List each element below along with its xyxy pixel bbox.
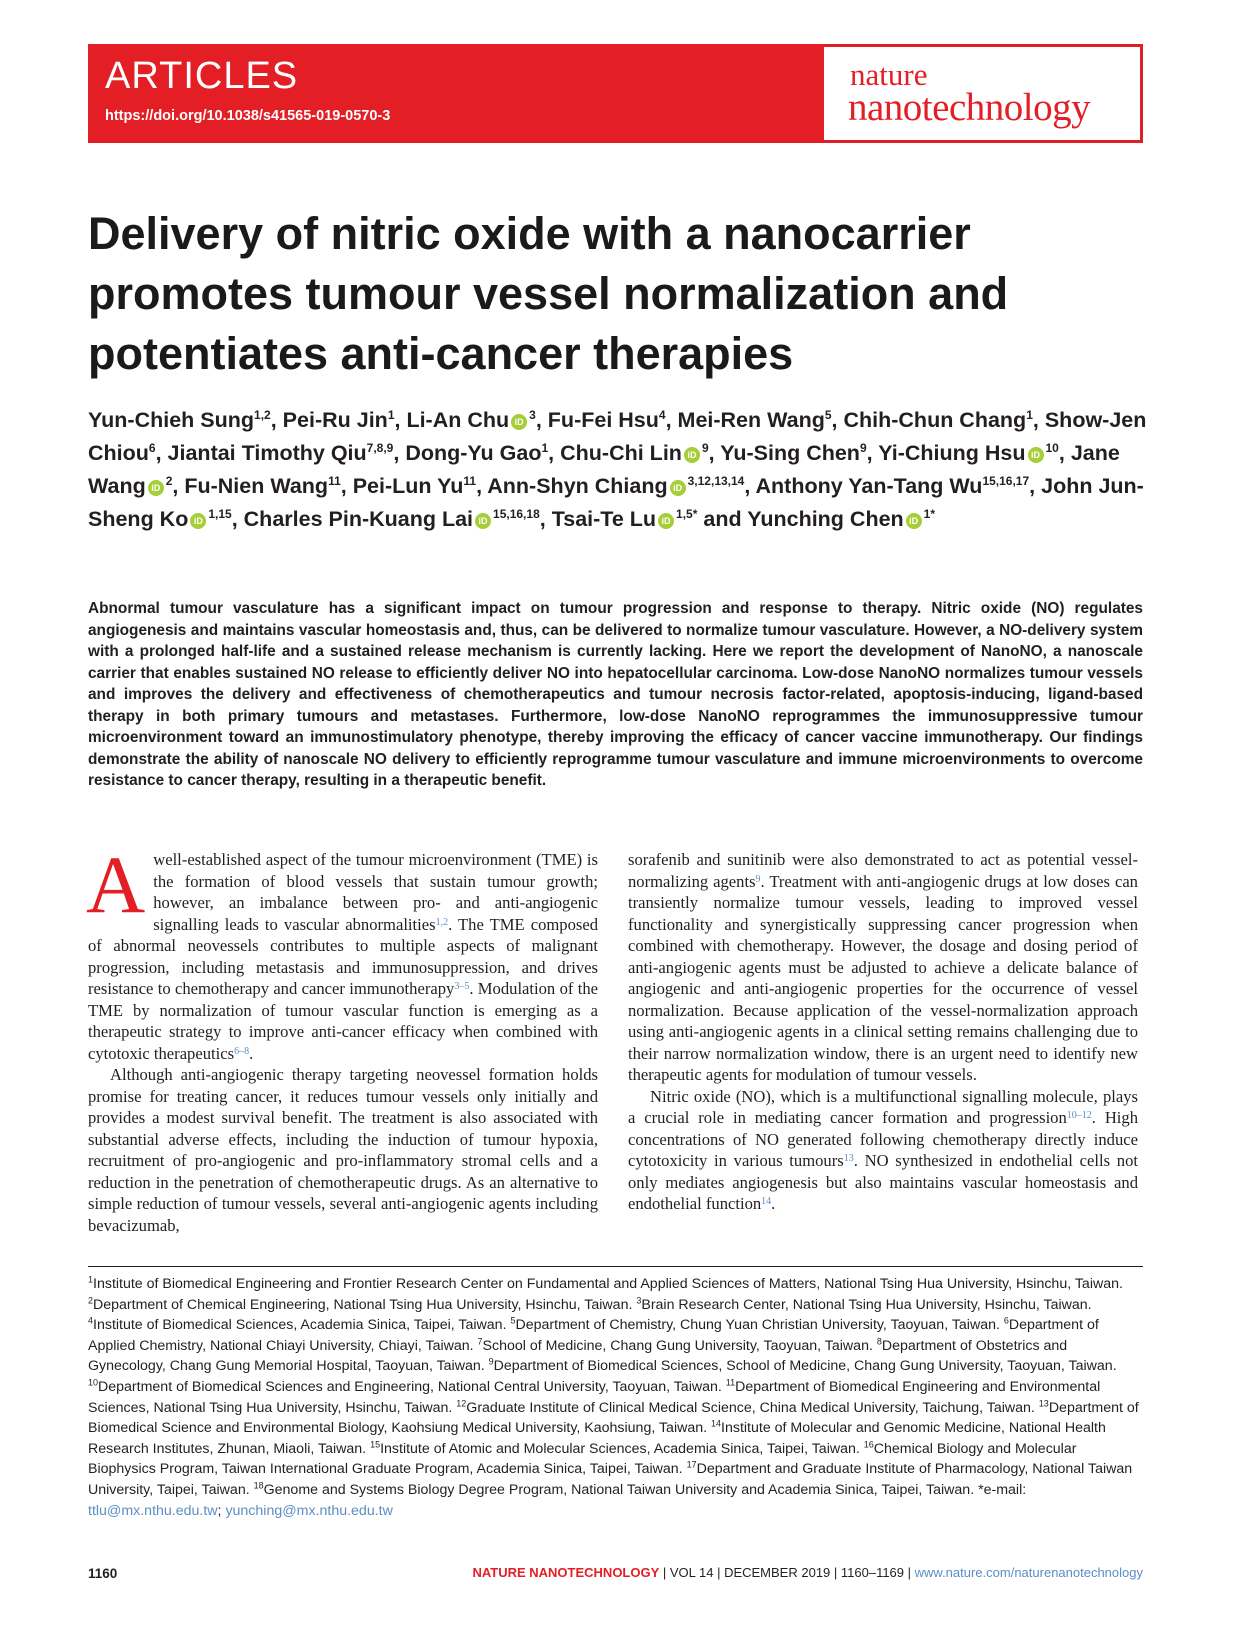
- affiliation-number: 1: [88, 1274, 94, 1285]
- affiliation-item: [88, 1276, 1123, 1292]
- body-column-left: [86, 839, 598, 1236]
- author-name: Yu-Sing Chen: [720, 441, 860, 465]
- author-affiliation-ref: 10: [1045, 440, 1059, 455]
- author[interactable]: [184, 474, 340, 498]
- affiliation-text: Institute of Biomedical Engineering and Frontier Research Center on Fundamental and Applied Sciences of Matters, National Tsing Hua University, Hsinchu, Taiwan.: [93, 1276, 1123, 1292]
- affiliation-text: Department of Chemical Engineering, National Tsing Hua University, Hsinchu, Taiwan.: [93, 1296, 637, 1313]
- email-link[interactable]: yunching@mx.nthu.edu.tw: [225, 1502, 393, 1519]
- author-affiliation-ref: 3: [529, 407, 536, 422]
- author-affiliation-ref: 1*: [923, 506, 936, 521]
- author[interactable]: [720, 441, 866, 465]
- email-separator: ;: [217, 1502, 226, 1519]
- author-name: Ann-Shyn Chiang: [487, 474, 668, 498]
- citation-ref[interactable]: 6–8: [234, 1045, 250, 1057]
- affiliation-number: 7: [477, 1336, 483, 1347]
- affiliation-text: Graduate Institute of Clinical Medical Science, China Medical University, Taichung, Taiwan.: [466, 1399, 1039, 1416]
- affiliation-item: [478, 1338, 877, 1354]
- author-name: Jane Wang: [88, 441, 1120, 498]
- author-conjunction: and: [703, 507, 748, 531]
- affiliation-item: [254, 1482, 978, 1498]
- author-name: Li-An Chu: [406, 408, 510, 432]
- affiliation-text: Department and Graduate Institute of Pharmacology, National Taiwan University, Taipei, Taiwan.: [88, 1461, 1133, 1498]
- author-affiliation-ref: 1: [1026, 407, 1033, 422]
- author-name: Yi-Chiung Hsu: [878, 441, 1026, 465]
- citation-ref[interactable]: 1,2: [435, 916, 449, 928]
- author[interactable]: [678, 408, 832, 432]
- drop-cap: A: [86, 839, 146, 930]
- affiliation-text: Chemical Biology and Molecular Biophysics Program, Taiwan International Graduate Program, Academia Sinica, Taipei, Taiwan.: [88, 1440, 1077, 1478]
- author-name: Chih-Chun Chang: [843, 408, 1027, 432]
- orcid-icon[interactable]: iD: [670, 480, 686, 496]
- author[interactable]: [548, 408, 666, 432]
- citation-ref[interactable]: 13: [843, 1153, 854, 1164]
- affiliation-number: 14: [711, 1418, 722, 1429]
- affiliation-number: 4: [88, 1315, 94, 1326]
- author[interactable]: [552, 507, 698, 531]
- journal-logo: [824, 47, 1140, 140]
- citation-ref[interactable]: 14: [761, 1196, 772, 1207]
- author-name: Mei-Ren Wang: [677, 408, 825, 432]
- affiliation-number: 3: [636, 1294, 642, 1305]
- author-name: Yunching Chen: [747, 507, 904, 531]
- affiliation-item: [510, 1317, 1003, 1333]
- author[interactable]: [560, 441, 709, 465]
- author[interactable]: [878, 441, 1059, 465]
- affiliation-number: 5: [510, 1315, 516, 1326]
- body-column-right: [628, 849, 1138, 1215]
- affiliation-text: Department of Biomedical Science and Environmental Biology, Kaohsiung Medical University, Kaohsiung, Taiwan.: [88, 1399, 1139, 1437]
- author-affiliation-ref: 5: [824, 407, 832, 422]
- author-affiliation-ref: 15,16,17: [982, 473, 1030, 488]
- affiliation-text: School of Medicine, Chang Gung University, Taoyuan, Taiwan.: [482, 1337, 877, 1354]
- body-paragraph: sorafenib and sunitinib were also demonstrated to act as potential vessel-normalizing agents$^9$. Treatment with anti-angiogenic drugs at low doses can transiently normalize tumour vessels, leading to improved vessel functionality and synergistically suppressing cancer progression when combined with chemotherapy. However, the dosage and dosing period of anti-angiogenic agents must be adjusted to achieve a delicate balance of angiogenic and anti-angiogenic properties for the occurrence of vessel normalization. Because application of the vessel-normalization approach using anti-angiogenic agents in a clinical setting remains challenging due to their narrow normalization window, there is an urgent need to identify new therapeutic agents for modulation of tumour vessels.: [628, 850, 1138, 1084]
- affiliation-number: 12: [456, 1397, 467, 1408]
- author-affiliation-ref: 3,12,13,14: [687, 473, 745, 488]
- author-name: Yun-Chieh Sung: [88, 408, 255, 432]
- orcid-icon[interactable]: iD: [475, 513, 491, 529]
- affiliation-number: 10: [88, 1377, 99, 1388]
- author-affiliation-ref: 1,5*: [676, 506, 698, 521]
- orcid-icon[interactable]: iD: [511, 414, 527, 430]
- affiliation-text: Department of Obstetrics and Gynecology, Chang Gung Memorial Hospital, Taoyuan, Taiwan.: [88, 1337, 1068, 1375]
- author-name: Fu-Fei Hsu: [547, 408, 659, 432]
- author-affiliation-ref: 11: [463, 473, 477, 488]
- citation-ref[interactable]: 9: [755, 873, 761, 885]
- body-paragraph: Although anti-angiogenic therapy targeting neovessel formation holds promise for treating cancer, it reduces tumour vessels only initially and provides a modest survival benefit. The treatment is also associated with substantial adverse effects, including the induction of tumour hypoxia, recruitment of pro-angiogenic and pro-inflammatory stromal cells and a reduction in the penetration of chemotherapeutic drugs. As an alternative to simple reduction of tumour vessels, several anti-angiogenic agents including bevacizumab,: [88, 1065, 598, 1235]
- author[interactable]: [353, 474, 476, 498]
- author-affiliation-ref: 1: [387, 407, 395, 422]
- article-header-banner: [88, 44, 1143, 143]
- footer-journal-name: NATURE NANOTECHNOLOGY: [472, 1565, 660, 1580]
- author-affiliation-ref: 9: [859, 440, 867, 455]
- affiliations: [88, 1274, 1143, 1521]
- affiliation-item: [88, 1294, 637, 1313]
- footer-journal-url[interactable]: www.nature.com/naturenanotechnology: [914, 1565, 1143, 1580]
- affiliation-text: Department of Biomedical Engineering and Environmental Sciences, National Tsing Hua University, Hsinchu, Taiwan.: [88, 1378, 1101, 1416]
- author[interactable]: [88, 408, 271, 432]
- journal-footer: [472, 1565, 1143, 1580]
- affiliation-text: Department of Biomedical Sciences, School of Medicine, Chang Gung University, Taoyuan, Taiwan.: [493, 1358, 1117, 1375]
- affiliation-item: [489, 1358, 1117, 1374]
- author[interactable]: [747, 507, 935, 531]
- affiliation-text: Department of Biomedical Sciences and Engineering, National Central University, Taoyuan, Taiwan.: [98, 1378, 726, 1395]
- orcid-icon[interactable]: iD: [684, 447, 700, 463]
- affiliation-text: Brain Research Center, National Tsing Hua University, Hsinchu, Taiwan.: [641, 1296, 1092, 1313]
- author-affiliation-ref: 11: [328, 473, 341, 488]
- affiliation-text: Genome and Systems Biology Degree Program, National Taiwan University and Academia Sinica, Taipei, Taiwan.: [263, 1481, 979, 1498]
- orcid-icon[interactable]: iD: [148, 480, 164, 496]
- affiliation-number: 16: [863, 1439, 874, 1450]
- body-paragraph: Awell-established aspect of the tumour microenvironment (TME) is the formation of blood vessels that sustain tumour growth; however, an imbalance between pro- and anti-angiogenic signalling leads to vascular abnormalities$^{1,2}$. The TME composed of abnormal neovessels contributes to multiple aspects of malignant progression, including metastasis and immunosuppression, and drives resistance to chemotherapy and cancer immunotherapy$^{3-5}$. Modulation of the TME by normalization of tumour vascular function is emerging as a therapeutic strategy to improve anti-cancer efficacy when combined with cytotoxic therapeutics$^{6-8}$.: [86, 839, 598, 1063]
- logo-line-nanotechnology: nanotechnology: [848, 86, 1091, 129]
- author-name: John Jun-Sheng Ko: [88, 474, 1144, 531]
- citation-ref[interactable]: 3–5: [454, 981, 470, 992]
- abstract: Abnormal tumour vasculature has a significant impact on tumour progression and response to therapy. Nitric oxide (NO) regulates angiogenesis and maintains vascular homeostasis and, thus, can be delivered to normalize tumour vasculature. However, a NO-delivery system with a prolonged half-life and a sustained release mechanism is currently lacking. Here we report the development of NanoNO, a nanoscale carrier that enables sustained NO release to efficiently deliver NO into hepatocellular carcinoma. Low-dose NanoNO normalizes tumour vessels and improves the delivery and effectiveness of chemotherapeutics and tumour necrosis factor-related, apoptosis-inducing, ligand-based therapy in both primary tumours and metastases. Furthermore, low-dose NanoNO reprogrammes the immunosuppressive tumour microenvironment toward an immunostimulatory phenotype, thereby improving the efficacy of cancer vaccine immunotherapy. Our findings demonstrate the ability of nanoscale NO delivery to efficiently reprogramme tumour vasculature and immune microenvironments to overcome resistance to cancer therapy, resulting in a therapeutic benefit.: [88, 600, 1143, 789]
- author[interactable]: [406, 408, 535, 432]
- author[interactable]: [283, 408, 395, 432]
- author-name: Fu-Nien Wang: [184, 474, 329, 498]
- logo-line-nature: nature: [850, 57, 928, 92]
- author-name: Show-Jen Chiou: [88, 408, 1147, 465]
- author[interactable]: [405, 441, 548, 465]
- author-affiliation-ref: 6: [148, 440, 156, 455]
- affiliation-item: [88, 1379, 726, 1395]
- author[interactable]: [244, 507, 540, 531]
- author-affiliation-ref: 4: [658, 407, 666, 422]
- orcid-icon[interactable]: iD: [1028, 447, 1044, 463]
- affiliation-text: Department of Chemistry, Chung Yuan Christian University, Taoyuan, Taiwan.: [515, 1317, 1004, 1334]
- orcid-icon[interactable]: iD: [190, 513, 206, 529]
- author-affiliation-ref: 15,16,18: [493, 506, 540, 521]
- affiliation-text: Institute of Biomedical Sciences, Academia Sinica, Taipei, Taiwan.: [93, 1317, 511, 1334]
- author-name: Pei-Lun Yu: [352, 474, 464, 498]
- affiliation-text: Institute of Molecular and Genomic Medicine, National Health Research Institutes, Zhunan, Miaoli, Taiwan.: [88, 1420, 1106, 1457]
- author-affiliation-ref: 1,15: [208, 506, 232, 521]
- author-name: Dong-Yu Gao: [405, 441, 542, 465]
- affiliation-item: [636, 1294, 1092, 1313]
- affiliation-number: 2: [88, 1294, 94, 1305]
- affiliation-item: [456, 1397, 1039, 1416]
- affiliation-number: 11: [725, 1377, 736, 1388]
- author-affiliation-ref: 7,8,9: [366, 440, 394, 455]
- affiliation-text: Institute of Atomic and Molecular Sciences, Academia Sinica, Taipei, Taiwan.: [380, 1440, 864, 1457]
- affiliation-number: 18: [253, 1480, 264, 1491]
- orcid-icon[interactable]: iD: [906, 513, 922, 529]
- affiliation-item: [370, 1441, 864, 1457]
- email-link[interactable]: ttlu@mx.nthu.edu.tw: [88, 1502, 218, 1519]
- author-name: Pei-Ru Jin: [282, 408, 388, 432]
- article-title: Delivery of nitric oxide with a nanocarrier promotes tumour vessel normalization and potentiates anti-cancer therapies: [88, 208, 1009, 379]
- affiliation-number: 9: [488, 1356, 494, 1367]
- affiliation-number: 15: [370, 1439, 381, 1450]
- affiliation-number: 13: [1038, 1397, 1049, 1408]
- affiliation-text: Department of Applied Chemistry, National Chiayi University, Chiayi, Taiwan.: [88, 1317, 1099, 1354]
- email-label: *e-mail:: [978, 1481, 1027, 1498]
- author[interactable]: [168, 441, 394, 465]
- author[interactable]: [843, 408, 1032, 432]
- author[interactable]: [756, 474, 1030, 498]
- orcid-icon[interactable]: iD: [658, 513, 674, 529]
- doi-link[interactable]: https://doi.org/10.1038/s41565-019-0570-3: [105, 108, 391, 124]
- author-list: Yun-Chieh Sung$^{1,2}$, Pei-Ru Jin$^1$, Li-An Chu $iD^3$, Fu-Fei Hsu$^4$, Mei-Ren Wang$^5$, Chih-Chun Chang$^1$, Show-Jen Chiou$^6$, Jiantai Timothy Qiu$^{7,8,9}$, Dong-Yu Gao$^1$, Chu-Chi Lin $iD^9$, Yu-Sing Chen$^9$, Yi-Chiung Hsu $iD^{10}$, Jane Wang $iD^2$, Fu-Nien Wang$^{11}$, Pei-Lun Yu$^{11}$, Ann-Shyn Chiang iD$^{3,12,13,14}$, Anthony Yan-Tang Wu$^{15,16,17}$, John Jun-Sheng Ko iD$^{1,15}$, Charles Pin-Kuang Lai iD$^{15,16,18}$, Tsai-Te Lu $iD^{1,5*}$ and Yunching Chen $iD^{1*}$: [88, 407, 1147, 531]
- affiliation-number: 6: [1003, 1315, 1009, 1326]
- section-label: ARTICLES: [105, 55, 299, 97]
- author-name: Anthony Yan-Tang Wu: [755, 474, 983, 498]
- author-name: Jiantai Timothy Qiu: [167, 441, 367, 465]
- page-number: 1160: [88, 1566, 118, 1581]
- citation-ref[interactable]: 10–12: [1066, 1110, 1092, 1121]
- author-name: Tsai-Te Lu: [551, 507, 657, 531]
- author-name: Chu-Chi Lin: [560, 441, 682, 465]
- affiliation-number: 8: [876, 1336, 882, 1347]
- footer-issue-info: | VOL 14 | DECEMBER 2019 | 1160–1169 |: [659, 1565, 915, 1580]
- affiliation-number: 17: [686, 1459, 697, 1470]
- body-paragraph: Nitric oxide (NO), which is a multifunctional signalling molecule, plays a crucial role in mediating cancer formation and progression$^{10-12}$. High concentrations of NO generated following chemotherapy directly induce cytotoxicity in various tumours$^{13}$. NO synthesized in endothelial cells not only mediates angiogenesis but also maintains vascular homeostasis and endothelial function$^{14}$.: [628, 1086, 1139, 1213]
- author-affiliation-ref: 9: [701, 440, 709, 455]
- author-affiliation-ref: 2: [165, 473, 173, 488]
- affiliation-item: [88, 1317, 510, 1333]
- footnote-divider: [88, 1266, 1143, 1267]
- author-name: Charles Pin-Kuang Lai: [243, 507, 474, 531]
- author[interactable]: [487, 474, 744, 498]
- author-affiliation-ref: 1: [541, 440, 549, 455]
- author-affiliation-ref: 1,2: [254, 407, 271, 422]
